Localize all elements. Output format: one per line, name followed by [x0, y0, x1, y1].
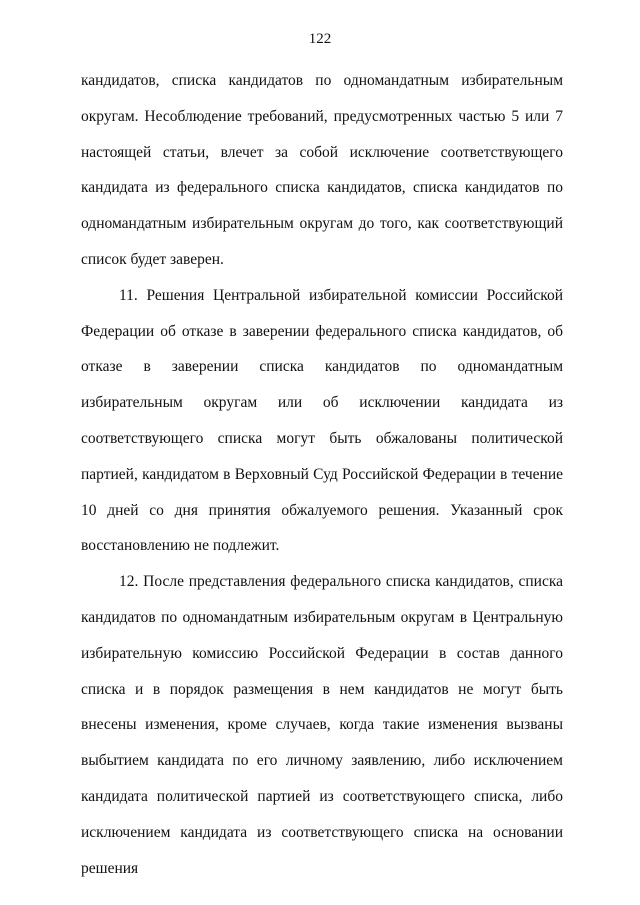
paragraph-continuation: кандидатов, списка кандидатов по одномандатным избирательным округам. Несоблюдение требований, предусмотренных частью 5 или 7 настоящей статьи, влечет за собой исключение соответствующего кандидата из федерального списка кандидатов, списка кандидатов по одномандатным избирательным округам до того, как соответствующий список будет заверен. — [81, 72, 563, 268]
paragraph-12: 12. После представления федерального списка кандидатов, списка кандидатов по одномандатным избирательным округам в Центральную избирательную комиссию Российской Федерации в состав данного списка и в порядок размещения в нем кандидатов не могут быть внесены изменения, кроме случаев, когда такие изменения вызваны выбытием кандидата по его личному заявлению, либо исключением кандидата политической партией из соответствующего списка, либо исключением кандидата из соответствующего списка на основании решения — [81, 573, 563, 877]
document-body — [81, 63, 563, 886]
paragraph-11: 11. Решения Центральной избирательной комиссии Российской Федерации об отказе в заверении федерального списка кандидатов, об отказе в заверении списка кандидатов по одномандатным избирательным округам или об исключении кандидата из соответствующего списка могут быть обжалованы политической партией, кандидатом в Верховный Суд Российской Федерации в течение 10 дней со дня принятия обжалуемого решения. Указанный срок восстановлению не подлежит. — [81, 286, 563, 555]
page-number: 122 — [308, 31, 332, 47]
